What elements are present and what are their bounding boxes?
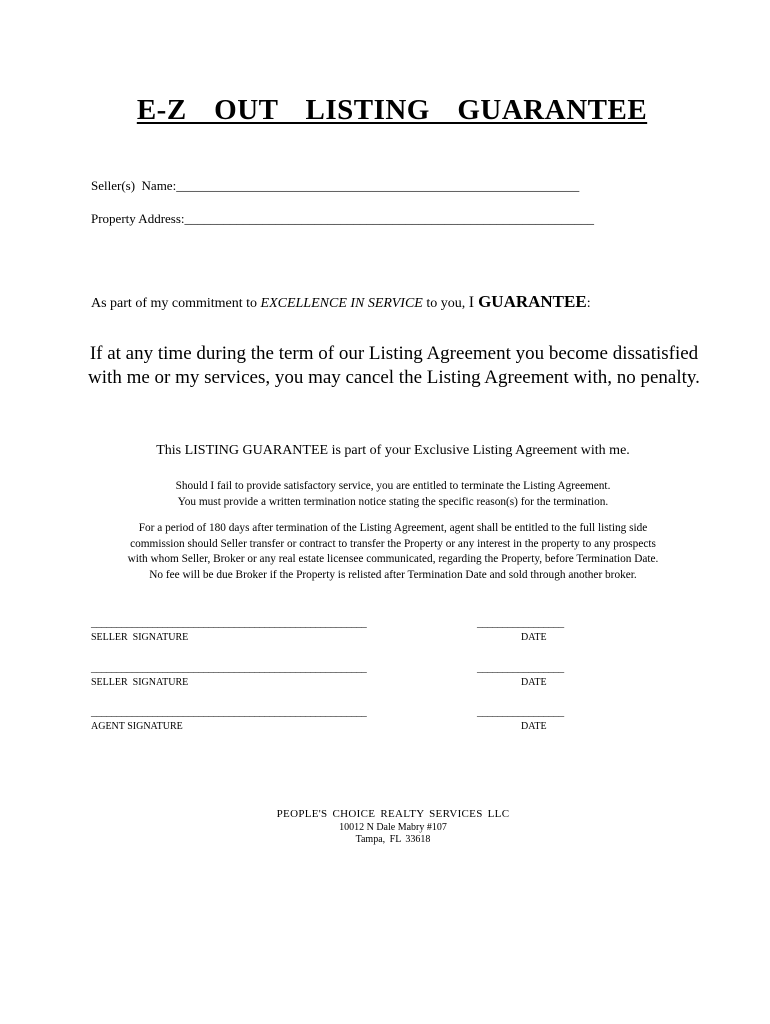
seller-signature-label: SELLER SIGNATURE: [91, 677, 189, 688]
seller-signature-label: SELLER SIGNATURE: [91, 632, 189, 643]
termination-line: You must provide a written termination notice stating the specific reason(s) for the termination.: [177, 496, 609, 508]
commitment-prefix: As part of my commitment to: [91, 296, 261, 311]
agent-signature-label: AGENT SIGNATURE: [91, 721, 183, 732]
seller-signature-line[interactable]: ______________________________________________________: [91, 662, 367, 674]
date-line[interactable]: _________________: [477, 662, 564, 674]
company-city: Tampa, FL 33618: [355, 834, 431, 845]
clause-line: For a period of 180 days after termination of the Listing Agreement, agent shall be entitled to the full listing side: [138, 522, 648, 534]
termination-line: Should I fail to provide satisfactory service, you are entitled to terminate the Listing Agreement.: [175, 480, 611, 492]
part-of-agreement-text: This LISTING GUARANTEE is part of your Exclusive Listing Agreement with me.: [156, 443, 630, 458]
commitment-emphasis: EXCELLENCE IN SERVICE: [260, 296, 423, 311]
termination-conditions: [0, 478, 770, 510]
company-address: 10012 N Dale Mabry #107: [339, 822, 447, 833]
agent-signature-line[interactable]: ______________________________________________________: [91, 706, 367, 718]
company-name: PEOPLE'S CHOICE REALTY SERVICES LLC: [276, 808, 510, 820]
property-address-field[interactable]: Property Address:_______________________________________________________________: [91, 211, 595, 226]
commitment-keyword: GUARANTEE: [478, 292, 587, 311]
commitment-pronoun: I: [468, 294, 479, 311]
date-line[interactable]: _________________: [477, 617, 564, 629]
date-label: DATE: [521, 721, 547, 732]
guarantee-statement: If at any time during the term of our Listing Agreement you become dissatisfied with me or my services, you may cancel the Listing Agreement with, no penalty.: [88, 343, 700, 388]
seller-signature-line[interactable]: ______________________________________________________: [91, 617, 367, 629]
clause-line: with whom Seller, Broker or any real estate licensee communicated, regarding the Property, before Termination Date.: [127, 553, 659, 566]
date-label: DATE: [521, 632, 547, 643]
commission-period-clause: [0, 521, 770, 584]
date-line[interactable]: _________________: [477, 706, 564, 718]
commitment-statement: [91, 292, 591, 312]
clause-line: No fee will be due Broker if the Property is relisted after Termination Date and sold through another broker.: [149, 569, 637, 582]
document-title: E-Z OUT LISTING GUARANTEE: [136, 94, 648, 126]
clause-line: commission should Seller transfer or contract to transfer the Property or any interest in the property to any prospects: [130, 537, 656, 550]
date-label: DATE: [521, 677, 547, 688]
commitment-middle: to you,: [422, 296, 469, 311]
commitment-suffix: :: [586, 296, 591, 311]
seller-name-field[interactable]: Seller(s) Name:______________________________________________________________: [91, 178, 580, 193]
